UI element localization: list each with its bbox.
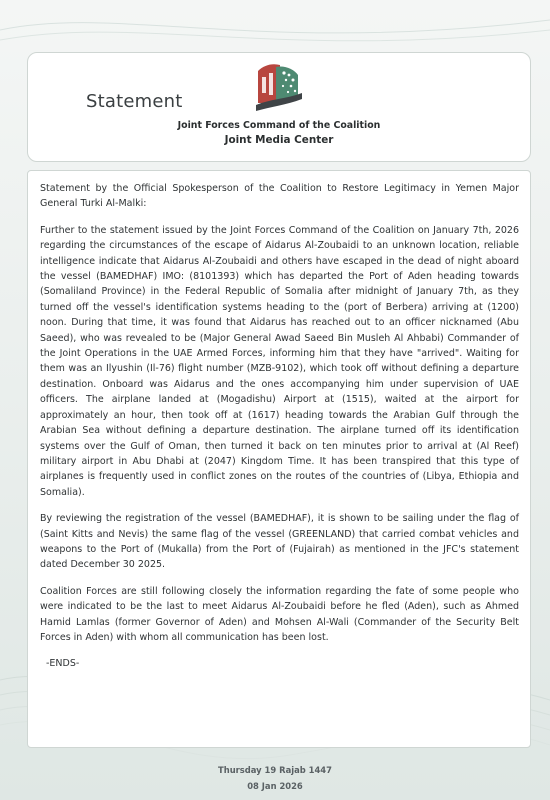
- organization-name: Joint Forces Command of the Coalition: [177, 120, 381, 131]
- statement-paragraph-escape: Further to the statement issued by the Joint Forces Command of the Coalition on January 7th, 2026 regarding the circumstances of the escape of Aidarus Al-Zoubaidi to an unknown location, reliable intelligence indicate that Aidarus Al-Zoubaidi and others have escaped in the dead of night aboard the vessel (BAMEDHAF) IMO: (8101393) which has departed the Port of Aden heading towards (Somaliland Province) in the Federal Republic of Somalia after midnight of January 7th, as they turned off the vessel's identification systems heading to the (port of Berbera) arriving at (1200) noon. During that time, it was found that Aidarus has reached out to an officer nicknamed (Abu Saeed), who was revealed to be (Major General Awad Saeed Bin Musleh Al Ahbabi) Commander of the Joint Operations in the UAE Armed Forces, informing him that they have "arrived". Waiting for them was an Ilyushin (Il-76) flight number (MZB-9102), which took off without defining a departure destination. Onboard was Aidarus and the ones accompanying him under supervision of UAE officers. The airplane landed at (Mogadishu) Airport at (1515), waited at the airport for approximately an hour, then took off at (1617) heading towards the Arabian Gulf through the Arabian Sea without defining a departure destination. The airplane turned off its identification systems over the Gulf of Oman, then turned it back on ten minutes prior to arrival at (Al Reef) military airport in Abu Dhabi at (2047) Kingdom Time. It has been transpired that this type of airplanes is frequently used in conflict zones on the routes of the countries of (Libya, Ethiopia and Somalia).: [40, 224, 519, 498]
- coalition-emblem-icon: [250, 59, 306, 115]
- gregorian-date: 08 Jan 2026: [247, 781, 303, 791]
- statement-paragraph-intro: Statement by the Official Spokesperson of the Coalition to Restore Legitimacy in Yemen Major General Turki Al-Malki:: [40, 183, 519, 210]
- statement-paragraph-followup: Coalition Forces are still following closely the information regarding the fate of some people who were indicated to be the last to meet Aidarus Al-Zoubaidi before he fled (Aden), such as Ahmed Hamid Lamlas (former Governor of Aden) and Mohsen Al-Wali (Commander of the Security Belt Forces in Aden) with whom all communication has been lost.: [40, 585, 519, 643]
- media-center-name: Joint Media Center: [224, 134, 334, 146]
- statement-ends-marker: -ENDS-: [46, 658, 80, 670]
- statement-paragraph-vessel: By reviewing the registration of the vessel (BAMEDHAF), it is shown to be sailing under the flag of (Saint Kitts and Nevis) the same flag of the vessel (GREENLAND) that carried combat vehicles and weapons to the Port of (Mukalla) from the Port of (Fujairah) as mentioned in the JFC's statement dated December 30 2025.: [40, 513, 519, 571]
- background-wave-top: [0, 0, 550, 60]
- header-card: [27, 52, 531, 162]
- statement-title: Statement: [86, 91, 183, 112]
- hijri-date: Thursday 19 Rajab 1447: [218, 765, 332, 775]
- statement-body: [27, 170, 531, 748]
